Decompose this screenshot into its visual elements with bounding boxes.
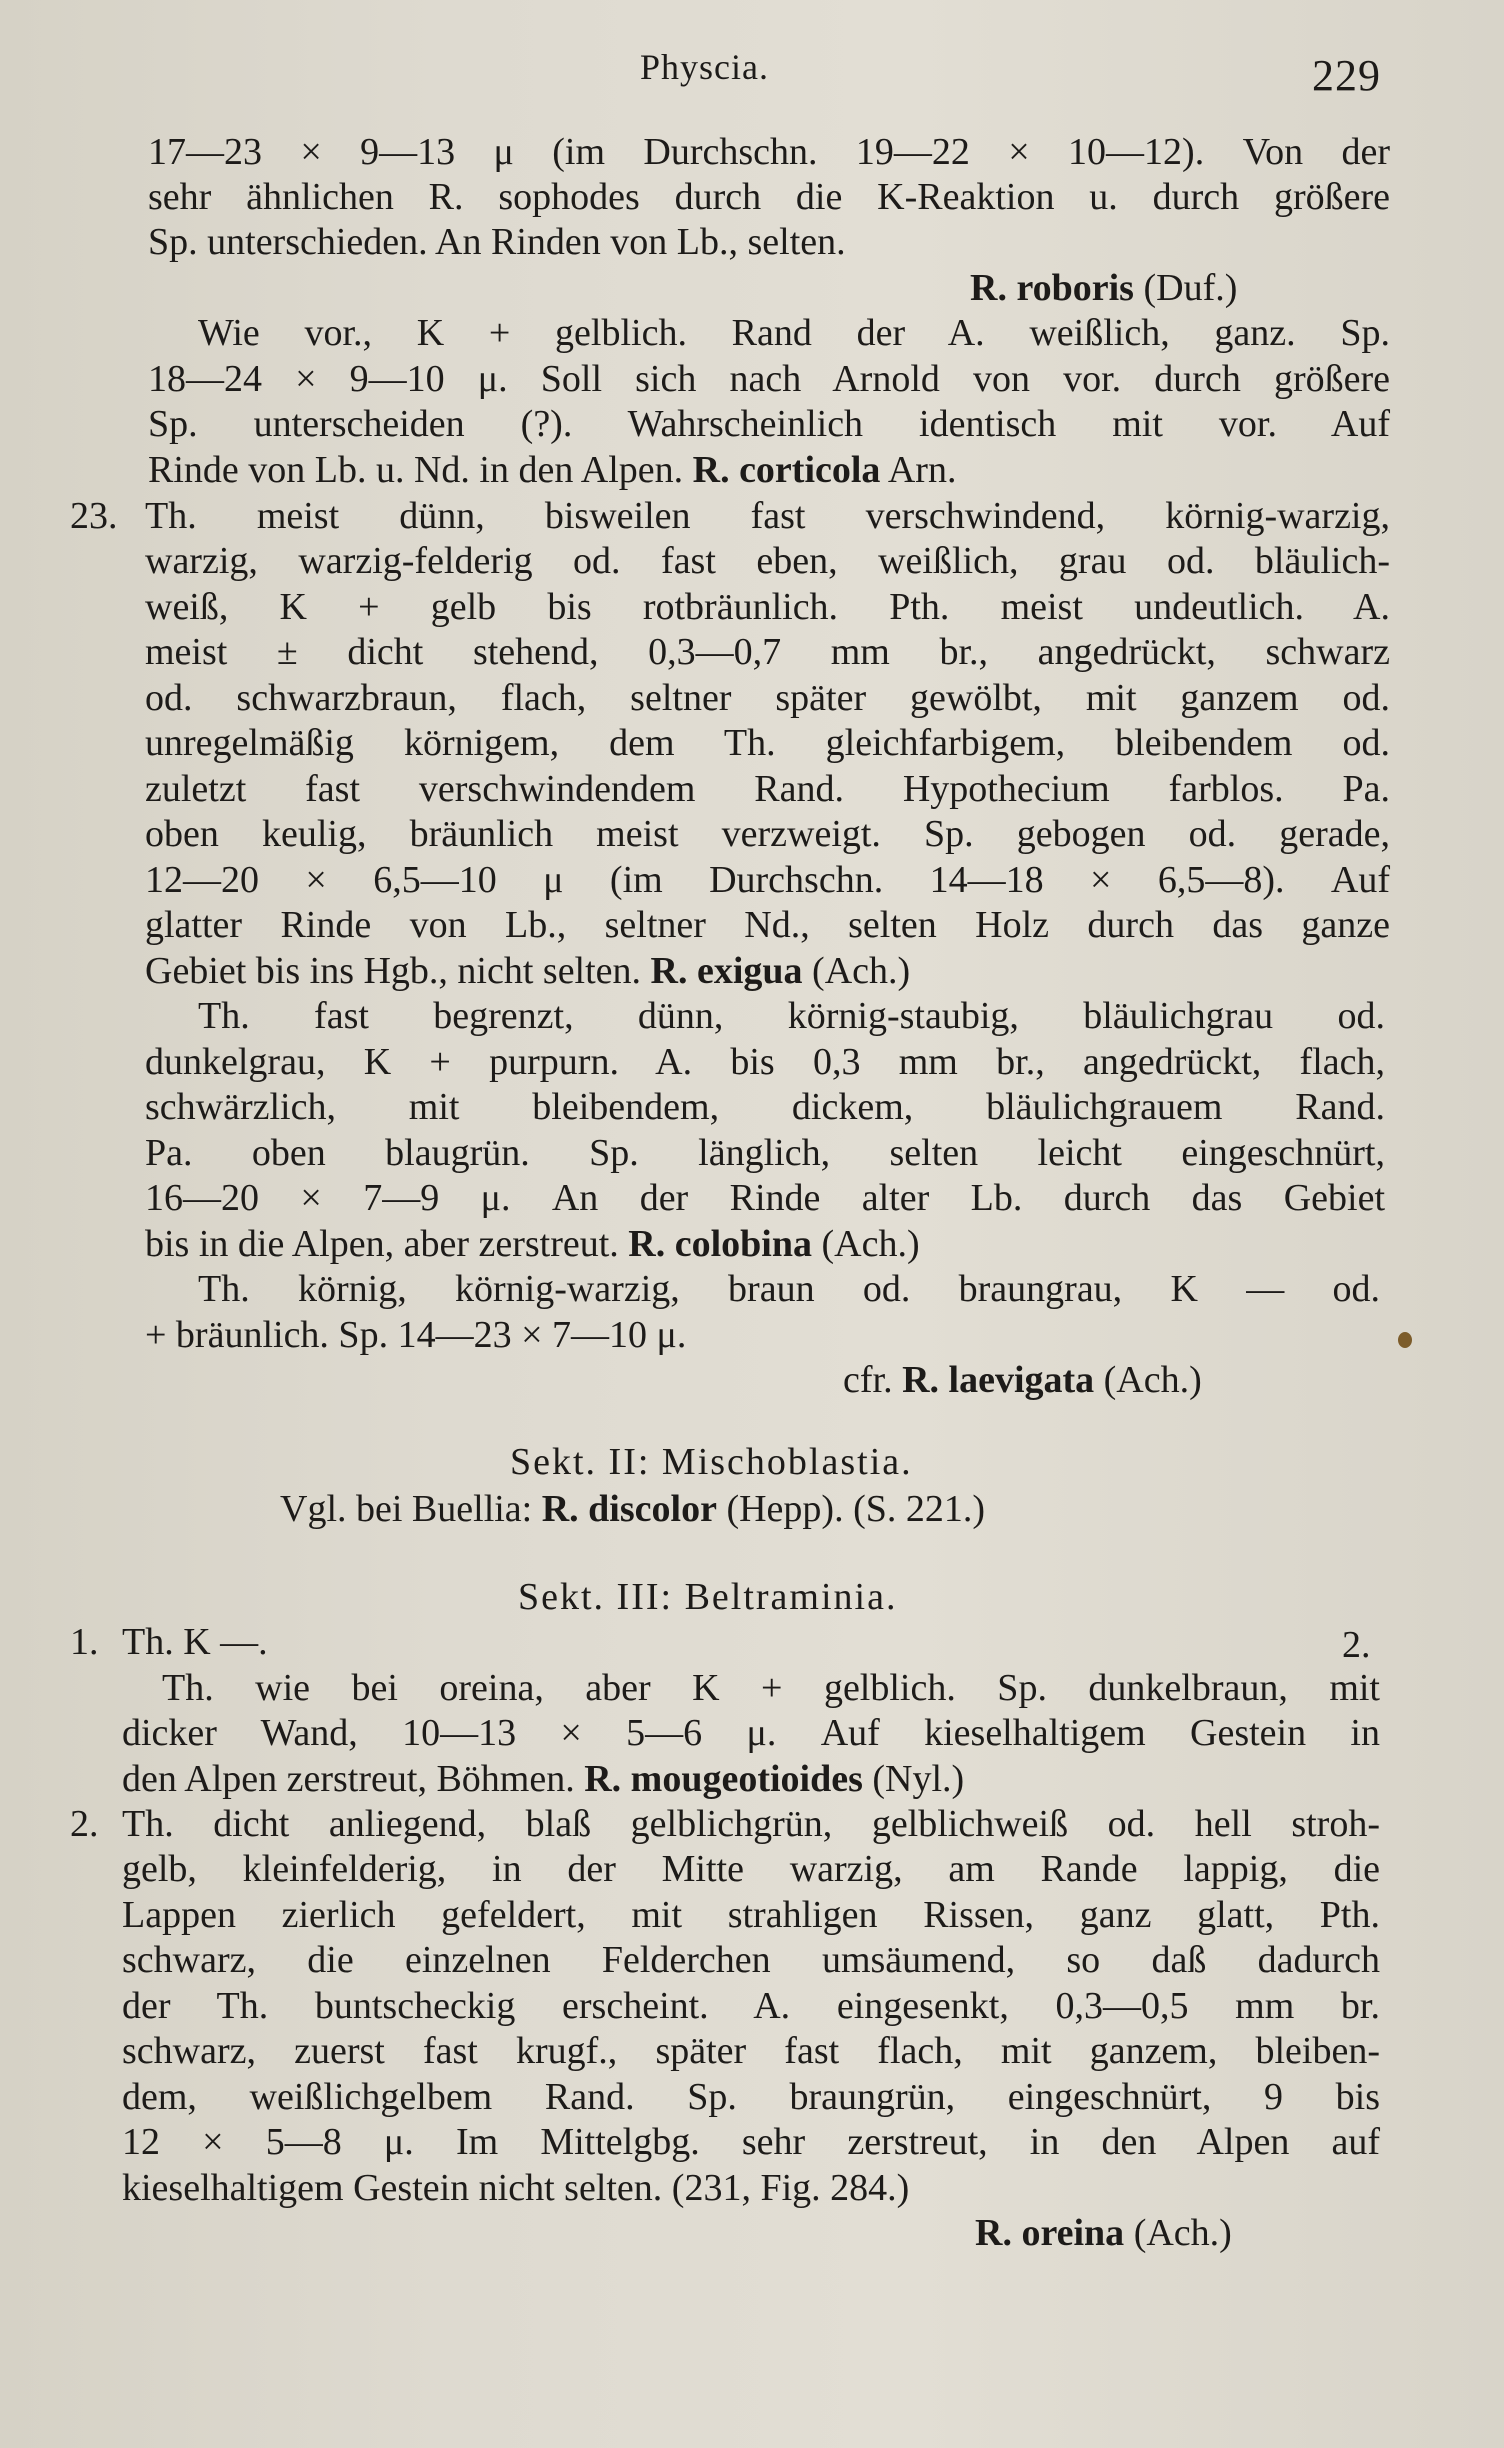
species-name-line: cfr. R. laevigata (Ach.) xyxy=(843,1359,1202,1401)
text-line: 16—20 × 7—9 μ. An der Rinde alter Lb. durch das Gebiet xyxy=(145,1177,1385,1219)
species-name: R. colobina xyxy=(628,1223,812,1265)
species-name: R. laevigata xyxy=(902,1359,1095,1401)
species-name: R. mougeotioides xyxy=(584,1758,863,1800)
text-line: Sp. unterschieden. An Rinden von Lb., selten. xyxy=(148,221,846,263)
text-line: Th. meist dünn, bisweilen fast verschwindend, körnig-warzig, xyxy=(145,495,1390,537)
text-line: schwarz, zuerst fast krugf., später fast flach, mit ganzem, bleiben- xyxy=(122,2030,1380,2072)
text-line: zuletzt fast verschwindendem Rand. Hypothecium farblos. Pa. xyxy=(145,768,1390,810)
species-name: R. discolor xyxy=(541,1488,717,1530)
text-line: Th. dicht anliegend, blaß gelblichgrün, gelblichweiß od. hell stroh- xyxy=(122,1803,1380,1845)
text-line: sehr ähnlichen R. sophodes durch die K-Reaktion u. durch größere xyxy=(148,176,1390,218)
species-name-line: Gebiet bis ins Hgb., nicht selten. R. exigua (Ach.) xyxy=(145,950,911,992)
ink-spot xyxy=(1398,1332,1412,1348)
text-line: dicker Wand, 10—13 × 5—6 μ. Auf kieselhaltigem Gestein in xyxy=(122,1712,1380,1754)
text-line: Pa. oben blaugrün. Sp. länglich, selten leicht eingeschnürt, xyxy=(145,1132,1385,1174)
text-line: + bräunlich. Sp. 14—23 × 7—10 μ. xyxy=(145,1314,687,1356)
text-line: Th. körnig, körnig-warzig, braun od. braungrau, K — od. xyxy=(198,1268,1380,1310)
section-heading: Sekt. III: Beltraminia. xyxy=(518,1576,898,1618)
species-name: R. oreina xyxy=(975,2212,1125,2254)
text-line: kieselhaltigem Gestein nicht selten. (231, Fig. 284.) xyxy=(122,2167,910,2209)
text-line: Wie vor., K + gelblich. Rand der A. weißlich, ganz. Sp. xyxy=(198,312,1390,354)
species-name-line: Rinde von Lb. u. Nd. in den Alpen. R. corticola Arn. xyxy=(148,449,957,491)
species-name-line: R. oreina (Ach.) xyxy=(975,2212,1232,2254)
page-number: 229 xyxy=(1312,51,1381,100)
text-line: meist ± dicht stehend, 0,3—0,7 mm br., angedrückt, schwarz xyxy=(145,631,1390,673)
text-line: schwärzlich, mit bleibendem, dickem, bläulichgrauem Rand. xyxy=(145,1086,1385,1128)
species-name: R. exigua xyxy=(650,950,803,992)
text-line: 18—24 × 9—10 μ. Soll sich nach Arnold von vor. durch größere xyxy=(148,358,1390,400)
text-line: 17—23 × 9—13 μ (im Durchschn. 19—22 × 10—12). Von der xyxy=(148,131,1390,173)
species-name-line: bis in die Alpen, aber zerstreut. R. colobina (Ach.) xyxy=(145,1223,920,1265)
text-line: weiß, K + gelb bis rotbräunlich. Pth. meist undeutlich. A. xyxy=(145,586,1390,628)
section-heading: Sekt. II: Mischoblastia. xyxy=(510,1441,913,1483)
text-line: dunkelgrau, K + purpurn. A. bis 0,3 mm br., angedrückt, flach, xyxy=(145,1041,1385,1083)
key-reference: 2. xyxy=(1342,1624,1371,1666)
text-line: unregelmäßig körnigem, dem Th. gleichfarbigem, bleibendem od. xyxy=(145,722,1390,764)
text-line: warzig, warzig-felderig od. fast eben, weißlich, grau od. bläulich- xyxy=(145,540,1390,582)
species-name-line: den Alpen zerstreut, Böhmen. R. mougeotioides (Nyl.) xyxy=(122,1758,965,1800)
text-line: od. schwarzbraun, flach, seltner später gewölbt, mit ganzem od. xyxy=(145,677,1390,719)
text-line: Th. wie bei oreina, aber K + gelblich. Sp. dunkelbraun, mit xyxy=(162,1667,1380,1709)
text-line: 12 × 5—8 μ. Im Mittelgbg. sehr zerstreut, in den Alpen auf xyxy=(122,2121,1380,2163)
cross-reference-line: Vgl. bei Buellia: R. discolor (Hepp). (S. 221.) xyxy=(280,1488,986,1530)
text-line: gelb, kleinfelderig, in der Mitte warzig, am Rande lappig, die xyxy=(122,1848,1380,1890)
text-line: Lappen zierlich gefeldert, mit strahligen Rissen, ganz glatt, Pth. xyxy=(122,1894,1380,1936)
species-name-line: R. roboris (Duf.) xyxy=(970,267,1238,309)
text-line: dem, weißlichgelbem Rand. Sp. braungrün, eingeschnürt, 9 bis xyxy=(122,2076,1380,2118)
species-name: R. corticola xyxy=(692,449,881,491)
text-line: der Th. buntscheckig erscheint. A. eingesenkt, 0,3—0,5 mm br. xyxy=(122,1985,1380,2027)
key-number: 1. xyxy=(70,1621,99,1663)
text-line: oben keulig, bräunlich meist verzweigt. Sp. gebogen od. gerade, xyxy=(145,813,1390,855)
key-number: 23. xyxy=(70,495,118,537)
text-line: Sp. unterscheiden (?). Wahrscheinlich identisch mit vor. Auf xyxy=(148,403,1390,445)
species-name: R. roboris xyxy=(970,267,1134,309)
key-number: 2. xyxy=(70,1803,99,1845)
text-line: Th. K —. xyxy=(122,1621,268,1663)
running-title: Physcia. xyxy=(640,47,769,87)
text-line: Th. fast begrenzt, dünn, körnig-staubig, bläulichgrau od. xyxy=(198,995,1385,1037)
text-line: glatter Rinde von Lb., seltner Nd., selten Holz durch das ganze xyxy=(145,904,1390,946)
text-line: schwarz, die einzelnen Felderchen umsäumend, so daß dadurch xyxy=(122,1939,1380,1981)
text-line: 12—20 × 6,5—10 μ (im Durchschn. 14—18 × 6,5—8). Auf xyxy=(145,859,1390,901)
